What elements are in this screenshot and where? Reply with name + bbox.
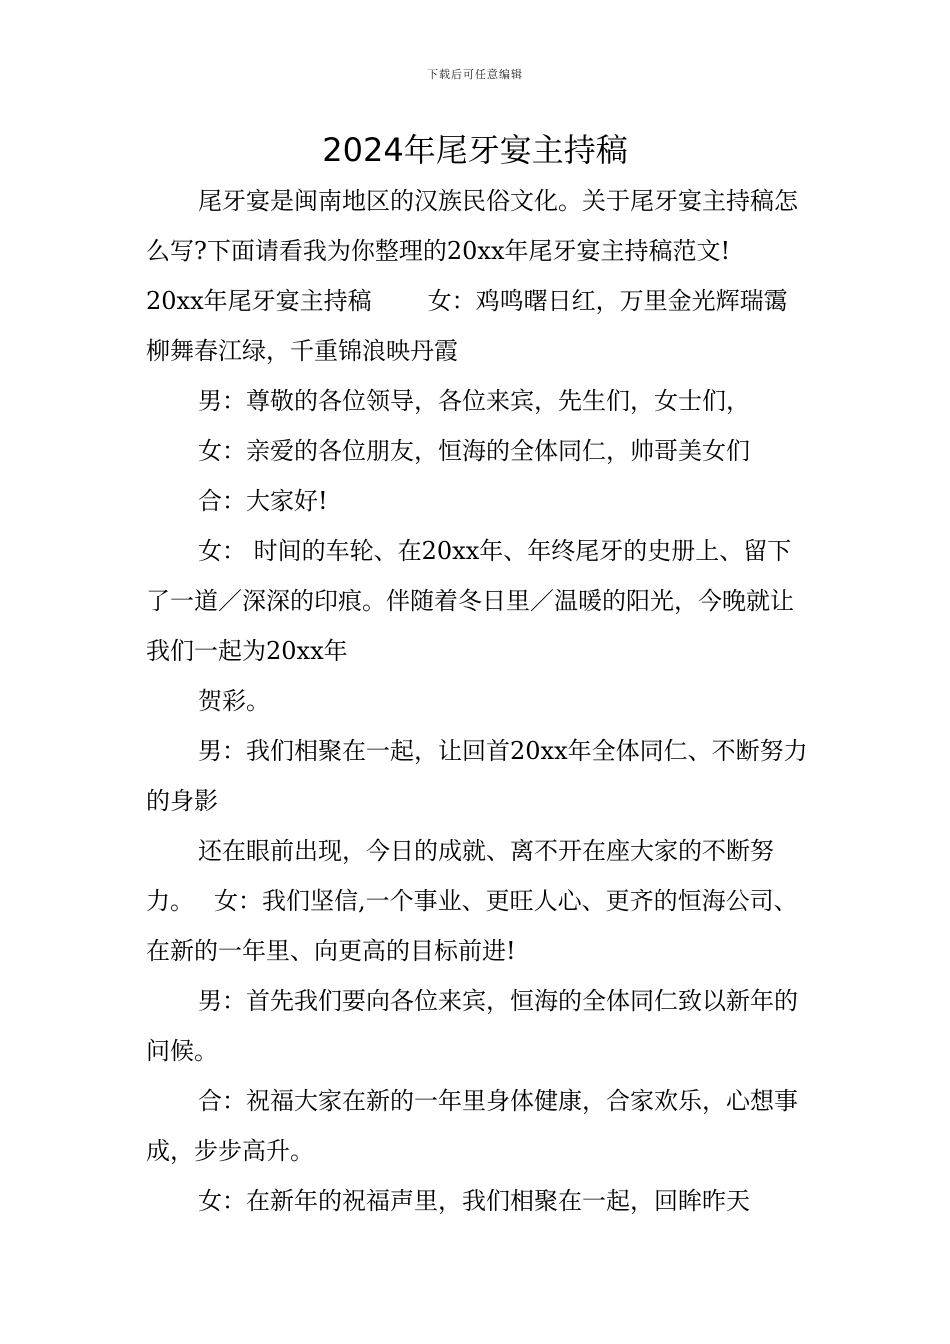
opening-verse-cont: 柳舞春江绿，千重锦浪映丹霞: [146, 337, 458, 365]
paragraph-female-time: 女： 时间的车轮、在20xx年、年终尾牙的史册上、留下了一道／深深的印痕。伴随着冬日里／温暖的阳光，今晚就让我们一起为20xx年: [146, 537, 794, 665]
paragraph-male-gather: 男：我们相聚在一起，让回首20xx年全体同仁、不断努力的身影: [146, 737, 808, 815]
paragraph-male-greeting: 男：尊敬的各位领导，各位来宾，先生们，女士们，: [198, 387, 750, 415]
paragraph-heading-line: [146, 276, 808, 376]
document-title: 2024年尾牙宴主持稿: [322, 131, 628, 169]
paragraph-intro: 尾牙宴是闽南地区的汉族民俗文化。关于尾牙宴主持稿怎么写?下面请看我为你整理的20xx年尾牙宴主持稿范文!: [146, 187, 798, 265]
paragraph-together: 合：大家好!: [198, 487, 328, 515]
paragraph-female-greeting: 女：亲爱的各位朋友，恒海的全体同仁，帅哥美女们: [198, 437, 750, 465]
female-belief: 女：我们坚信,一个事业、更旺人心、更齐的恒海公司、在新的一年里、向更高的目标前进!: [146, 887, 798, 965]
paragraph-achievement: [146, 826, 808, 976]
sub-heading: 20xx年尾牙宴主持稿: [146, 287, 372, 315]
header-note: 下载后可任意编辑: [427, 68, 523, 81]
document-body: [146, 176, 808, 1226]
opening-verse: 女：鸡鸣曙日红，万里金光辉瑞霭: [427, 287, 788, 315]
paragraph-together-blessing: 合：祝福大家在新的一年里身体健康，合家欢乐，心想事成，步步高升。: [146, 1087, 798, 1165]
paragraph-male-wishes: 男：首先我们要向各位来宾，恒海的全体同仁致以新年的问候。: [146, 987, 798, 1065]
achievement-text: 还在眼前出现，今日的成就、离不开在座大家的不断努力。: [146, 837, 774, 915]
paragraph-female-review: 女：在新年的祝福声里，我们相聚在一起，回眸昨天: [198, 1187, 750, 1215]
paragraph-cheer: 贺彩。: [198, 687, 270, 715]
